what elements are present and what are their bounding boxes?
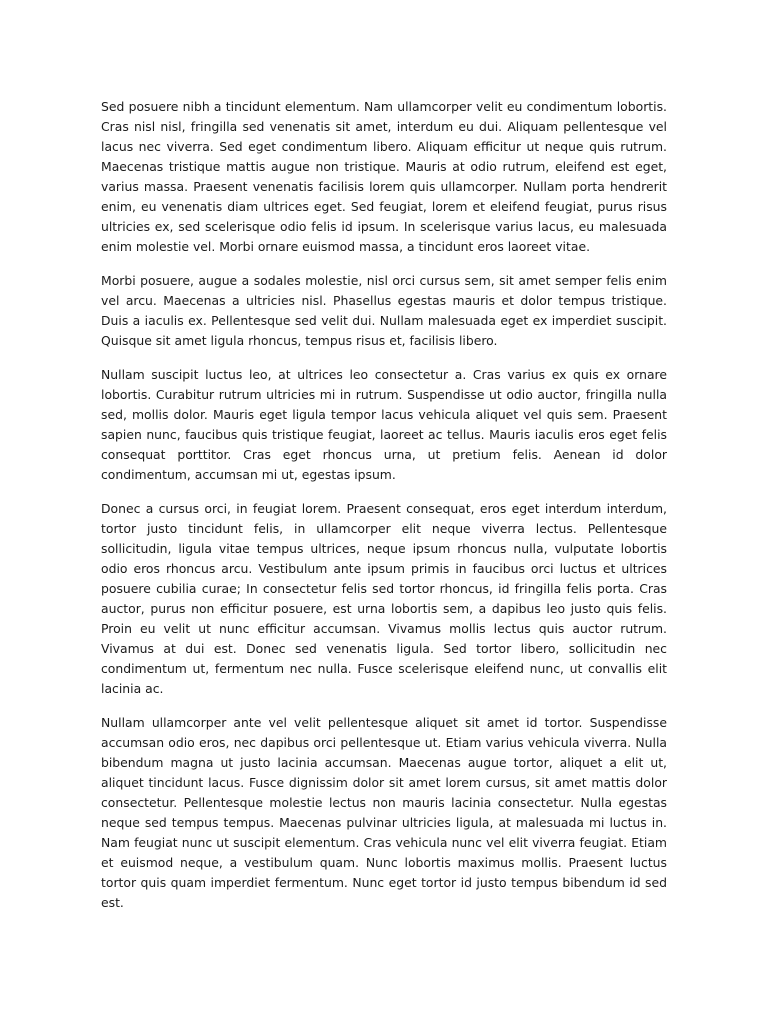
paragraph-2: Morbi posuere, augue a sodales molestie, nisl orci cursus sem, sit amet semper felis enim vel arcu. Maecenas a ultricies nisl. Phasellus egestas mauris et dolor tempus tristique. Duis a iaculis ex. Pellentesque sed velit dui. Nullam malesuada eget ex imperdiet suscipit. Quisque sit amet ligula rhoncus, tempus risus et, facilisis libero. (101, 273, 667, 348)
paragraph-5: Nullam ullamcorper ante vel velit pellentesque aliquet sit amet id tortor. Suspendisse accumsan odio eros, nec dapibus orci pellentesque ut. Etiam varius vehicula viverra. Nulla bibendum magna ut justo lacinia accumsan. Maecenas augue tortor, aliquet a elit ut, aliquet tincidunt lacus. Fusce dignissim dolor sit amet lorem cursus, sit amet mattis dolor consectetur. Pellentesque molestie lectus non mauris lacinia consectetur. Nulla egestas neque sed tempus tempus. Maecenas pulvinar ultricies ligula, at malesuada mi luctus in. Nam feugiat nunc ut suscipit elementum. Cras vehicula nunc vel elit viverra feugiat. Etiam et euismod neque, a vestibulum quam. Nunc lobortis maximus mollis. Praesent luctus tortor quis quam imperdiet fermentum. Nunc eget tortor id justo tempus bibendum id sed est. (101, 715, 667, 910)
paragraph-4: Donec a cursus orci, in feugiat lorem. Praesent consequat, eros eget interdum interdum, tortor justo tincidunt felis, in ullamcorper elit neque viverra lectus. Pellentesque sollicitudin, ligula vitae tempus ultrices, neque ipsum rhoncus nulla, vulputate lobortis odio eros rhoncus arcu. Vestibulum ante ipsum primis in faucibus orci luctus et ultrices posuere cubilia curae; In consectetur felis sed tortor rhoncus, id fringilla felis porta. Cras auctor, purus non efficitur posuere, est urna lobortis sem, a dapibus leo justo quis felis. Proin eu velit ut nunc efficitur accumsan. Vivamus mollis lectus quis auctor rutrum. Vivamus at dui est. Donec sed venenatis ligula. Sed tortor libero, sollicitudin nec condimentum ut, fermentum nec nulla. Fusce scelerisque eleifend nunc, ut convallis elit lacinia ac. (101, 501, 667, 696)
paragraph-1: Sed posuere nibh a tincidunt elementum. Nam ullamcorper velit eu condimentum lobortis. Cras nisl nisl, fringilla sed venenatis sit amet, interdum eu dui. Aliquam pellentesque vel lacus nec viverra. Sed eget condimentum libero. Aliquam efficitur ut neque quis rutrum. Maecenas tristique mattis augue non tristique. Mauris at odio rutrum, eleifend est eget, varius massa. Praesent venenatis facilisis lorem quis ullamcorper. Nullam porta hendrerit enim, eu venenatis diam ultrices eget. Sed feugiat, lorem et eleifend feugiat, purus risus ultricies ex, sed scelerisque odio felis id ipsum. In scelerisque varius lacus, eu malesuada enim molestie vel. Morbi ornare euismod massa, a tincidunt eros laoreet vitae. (101, 99, 667, 254)
paragraph-3: Nullam suscipit luctus leo, at ultrices leo consectetur a. Cras varius ex quis ex ornare lobortis. Curabitur rutrum ultricies mi in rutrum. Suspendisse ut odio auctor, fringilla nulla sed, mollis dolor. Mauris eget ligula tempor lacus vehicula aliquet vel quis sem. Praesent sapien nunc, faucibus quis tristique feugiat, laoreet ac tellus. Mauris iaculis eros eget felis consequat porttitor. Cras eget rhoncus urna, ut pretium felis. Aenean id dolor condimentum, accumsan mi ut, egestas ipsum. (101, 367, 667, 482)
